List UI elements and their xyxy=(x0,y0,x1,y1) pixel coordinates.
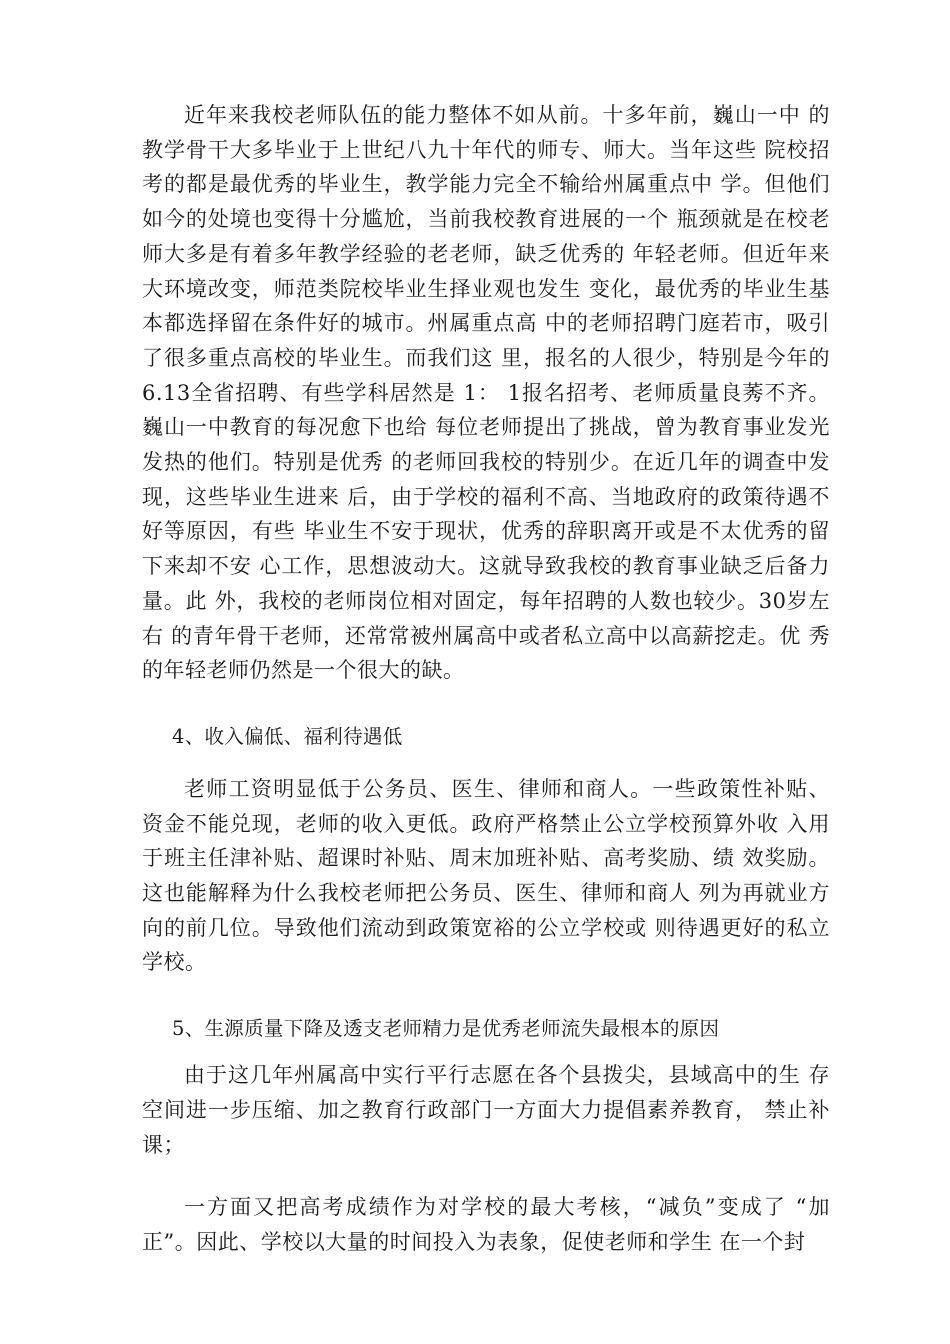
body-paragraph: 一方面又把高考成绩作为对学校的最大考核，“减负”变成了 “加正”。因此、学校以大量的时间投入为表象，促使老师和学生 在一个封 xyxy=(142,1195,830,1254)
body-paragraph: 近年来我校老师队伍的能力整体不如从前。十多年前，巍山一中 的教学骨干大多毕业于上世纪八九十年代的师专、师大。当年这些 院校招考的都是最优秀的毕业生，教学能力完全不输给州属重点中 学。但他们如今的处境也变得十分尴尬，当前我校教育进展的一个 瓶颈就是在校老师大多是有着多年教学经验的老老师，缺乏优秀的 年轻老师。但近年来大环境改变，师范类院校毕业生择业观也发生 变化，最优秀的毕业生基本都选择留在条件好的城市。州属重点高 中的老师招聘门庭若市，吸引了很多重点高校的毕业生。而我们这 里，报名的人很少，特别是今年的6.13全省招聘、有些学科居然是 1： 1报名招考、老师质量良莠不齐。巍山一中教育的每况愈下也给 每位老师提出了挑战，曾为教育事业发光发热的他们。特别是优秀 的老师回我校的特别少。在近几年的调查中发现，这些毕业生进来 后，由于学校的福利不高、当地政府的政策待遇不好等原因，有些 毕业生不安于现状，优秀的辞职离开或是不太优秀的留下来却不安 心工作，思想波动大。这就导致我校的教育事业缺乏后备力量。此 外，我校的老师岗位相对固定，每年招聘的人数也较少。30岁左右 的青年骨干老师，还常常被州属高中或者私立高中以高薪挖走。优 秀的年轻老师仍然是一个很大的缺。 xyxy=(142,103,830,683)
body-paragraph: 由于这几年州属高中实行平行志愿在各个县拨尖，县域高中的生 存空间进一步压缩、加之教育行政部门一方面大力提倡素养教育， 禁止补课； xyxy=(142,1063,830,1157)
document-page xyxy=(142,98,830,1260)
section-heading: 4、收入偏低、福利待遇低 xyxy=(172,724,403,748)
body-paragraph: 老师工资明显低于公务员、医生、律师和商人。一些政策性补贴、 资金不能兑现，老师的收入更低。政府严格禁止公立学校预算外收 入用于班主任津补贴、超课时补贴、周末加班补贴、高考奖励、绩 效奖励。这也能解释为什么我校老师把公务员、医生、律师和商人 列为再就业方向的前几位。导致他们流动到政策宽裕的公立学校或 则待遇更好的私立学校。 xyxy=(142,776,830,975)
section-heading: 5、生源质量下降及透支老师精力是优秀老师流失最根本的原因 xyxy=(172,1017,720,1041)
